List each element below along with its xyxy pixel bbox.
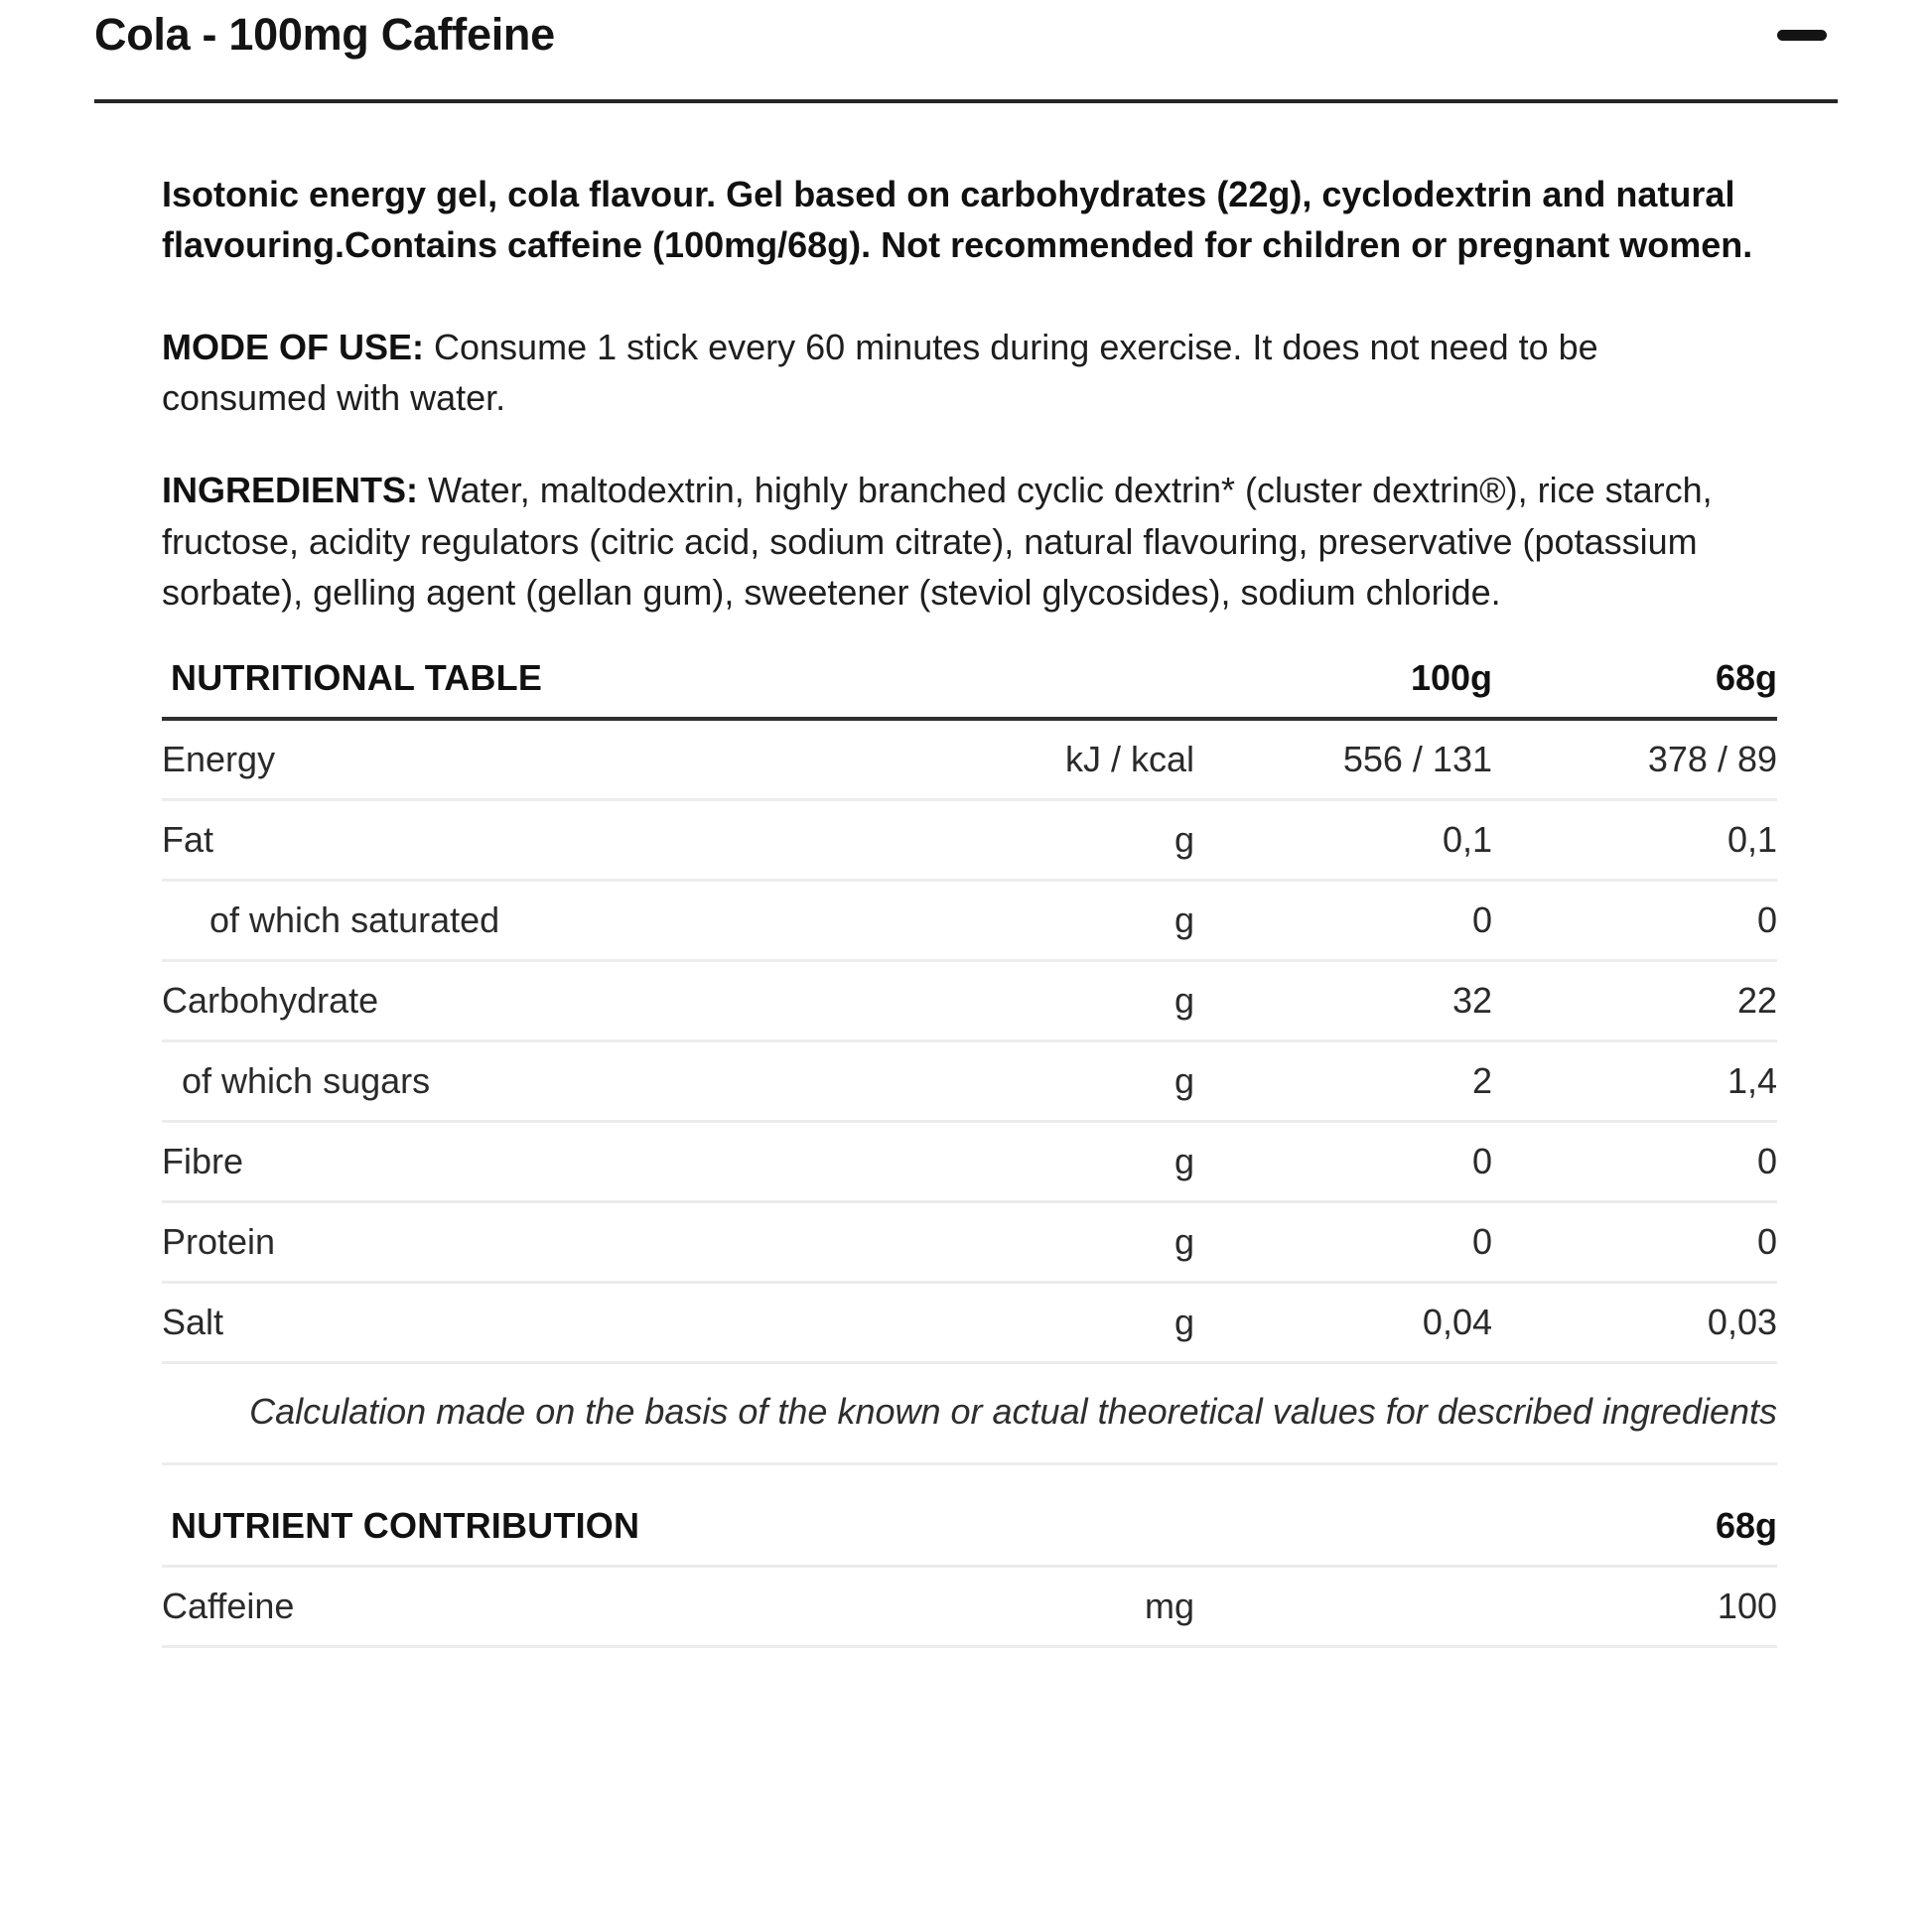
table-footnote-cell [162,1362,1777,1463]
ingredients-text: Water, maltodextrin, highly branched cyclic dextrin* (cluster dextrin®), rice starch, fructose, acidity regulators (citric acid, sodium citrate), natural flavouring, preservative (potassium sorbate), gelling agent (gellan gum), sweetener (steviol glycosides), sodium chloride. [162,470,1713,613]
row-label: Salt [162,1282,877,1362]
row-label: of which sugars [162,1040,877,1121]
table-row [162,1566,1777,1646]
row-unit: g [877,960,1194,1040]
row-value-68g: 378 / 89 [1492,719,1777,800]
nutritional-table-header-row [162,657,1777,719]
ingredients-label: INGREDIENTS: [162,470,419,511]
row-value-spacer [1194,1566,1492,1646]
description-bold-part-2: . Not recommended for children or pregnant women. [861,224,1753,266]
nutritional-table-title: NUTRITIONAL TABLE [162,657,877,719]
nutritional-table-col-68g: 68g [1492,657,1777,719]
row-label: Energy [162,719,877,800]
nutritional-table-body [162,719,1777,1464]
row-label: Fibre [162,1121,877,1201]
page-title: Cola - 100mg Caffeine [94,9,555,60]
row-value-100g: 32 [1194,960,1492,1040]
table-row [162,799,1777,880]
table-row [162,1201,1777,1282]
panel-content [0,169,1932,1648]
row-unit: mg [877,1566,1194,1646]
nutrient-contribution-table [162,1505,1777,1648]
row-unit: g [877,1282,1194,1362]
mode-of-use-label: MODE OF USE: [162,327,425,368]
row-value-100g: 0 [1194,1201,1492,1282]
mode-of-use-text: Consume 1 stick every 60 minutes during exercise. It does not need to be consumed with water. [162,327,1598,419]
panel-header [0,0,1932,99]
row-value-68g: 0,03 [1492,1282,1777,1362]
row-value-68g: 100 [1492,1566,1777,1646]
row-value-68g: 0 [1492,880,1777,960]
table-row [162,1121,1777,1201]
row-unit: kJ / kcal [877,719,1194,800]
nutrient-contribution-col-68g: 68g [1492,1505,1777,1567]
nutrient-contribution-title: NUTRIENT CONTRIBUTION [162,1505,877,1567]
row-value-68g: 1,4 [1492,1040,1777,1121]
calculation-footnote: Calculation made on the basis of the known or actual theoretical values for described ingredients [249,1390,1777,1432]
row-label: Caffeine [162,1566,877,1646]
row-unit: g [877,1201,1194,1282]
row-value-100g: 0 [1194,880,1492,960]
nutrient-contribution-spacer-1 [877,1505,1194,1567]
row-label: Fat [162,799,877,880]
row-label: of which saturated [162,880,877,960]
table-row [162,880,1777,960]
nutritional-table-col-100g: 100g [1194,657,1492,719]
row-label: Carbohydrate [162,960,877,1040]
row-unit: g [877,799,1194,880]
row-unit: g [877,1121,1194,1201]
row-value-100g: 0,04 [1194,1282,1492,1362]
row-value-100g: 556 / 131 [1194,719,1492,800]
table-row [162,1282,1777,1362]
description-bold-part-1: Isotonic energy gel, cola flavour. Gel based on carbohydrates (22g), cyclodextrin and natural flavouring.Contains caffeine (100mg/68g) [162,174,1735,266]
nutrient-contribution-spacer-2 [1194,1505,1492,1567]
product-description [162,169,1765,270]
row-value-68g: 0 [1492,1201,1777,1282]
row-unit: g [877,880,1194,960]
collapse-button[interactable] [1769,2,1835,68]
nutritional-table-unit-header [877,657,1194,719]
row-value-68g: 0 [1492,1121,1777,1201]
row-value-100g: 0 [1194,1121,1492,1201]
table-row [162,719,1777,800]
row-value-100g: 2 [1194,1040,1492,1121]
table-row [162,960,1777,1040]
minus-icon [1777,30,1827,41]
mode-of-use-paragraph [162,322,1768,423]
nutrient-contribution-body [162,1566,1777,1646]
nutrient-contribution-header-row [162,1505,1777,1567]
row-unit: g [877,1040,1194,1121]
row-value-68g: 22 [1492,960,1777,1040]
table-footnote-row [162,1362,1777,1463]
row-value-68g: 0,1 [1492,799,1777,880]
header-divider [94,99,1838,103]
row-value-100g: 0,1 [1194,799,1492,880]
nutritional-table [162,657,1777,1465]
table-row [162,1040,1777,1121]
row-label: Protein [162,1201,877,1282]
ingredients-paragraph [162,465,1768,617]
